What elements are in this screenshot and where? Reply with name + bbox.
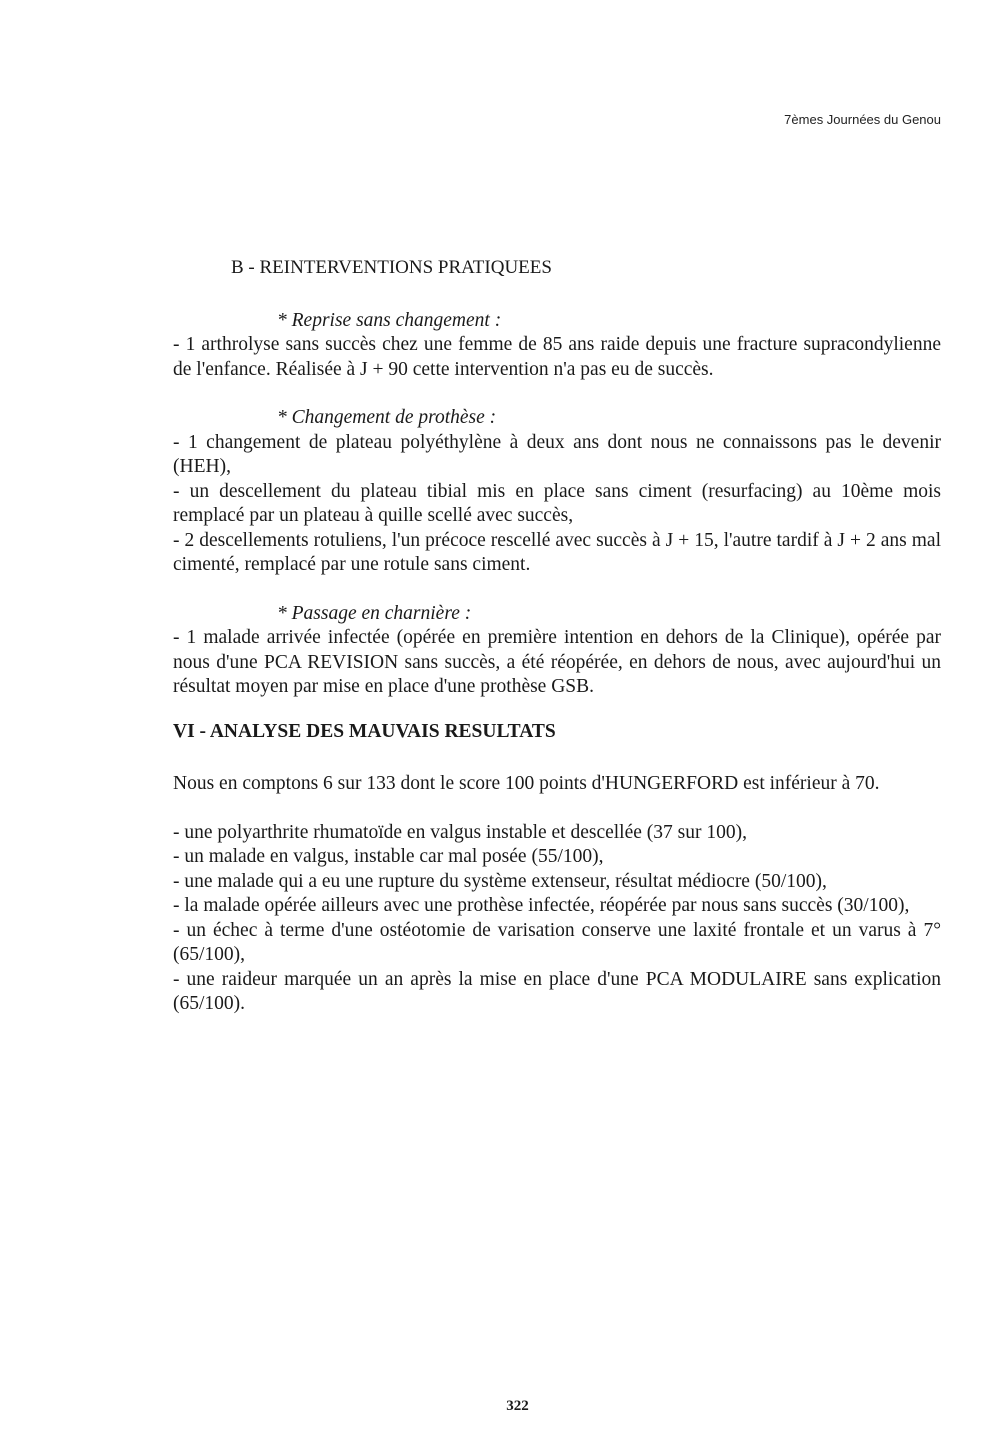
section-heading-reinterventions: B - REINTERVENTIONS PRATIQUEES — [231, 257, 552, 278]
section-heading-analyse: VI - ANALYSE DES MAUVAIS RESULTATS — [173, 720, 556, 742]
subsection-heading: * Passage en charnière : — [277, 602, 472, 624]
list-item: - un malade en valgus, instable car mal posée (55/100), — [173, 846, 604, 867]
page-number: 322 — [506, 1398, 529, 1414]
running-header: 7èmes Journées du Genou — [784, 112, 941, 127]
bad-results-list — [173, 821, 941, 1017]
list-item: - une raideur marquée un an après la mise en place d'une PCA MODULAIRE sans explication (65/100). — [173, 968, 941, 1014]
list-item: - 1 changement de plateau polyéthylène à deux ans dont nous ne connaissons pas le devenir (HEH), — [173, 431, 941, 477]
intro-paragraph: Nous en comptons 6 sur 133 dont le score 100 points d'HUNGERFORD est inférieur à 70. — [173, 773, 880, 794]
subsection-heading: * Changement de prothèse : — [277, 407, 497, 428]
list-item: - 1 malade arrivée infectée (opérée en première intention en dehors de la Clinique), opérée par nous d'une PCA REVISION sans succès, a été réopérée, en dehors de nous, avec aujourd'hui un résultat moyen par mise en place d'une prothèse GSB. — [173, 627, 941, 697]
list-item: - 2 descellements rotuliens, l'un précoce rescellé avec succès à J + 15, l'autre tardif à J + 2 ans mal cimenté, remplacé par une rotule sans ciment. — [173, 529, 941, 575]
page-content — [173, 256, 941, 1017]
list-item: - un descellement du plateau tibial mis en place sans ciment (resurfacing) au 10ème mois remplacé par un plateau à quille scellé avec succès, — [173, 480, 941, 526]
subsection-heading: * Reprise sans changement : — [277, 309, 502, 331]
list-item: - un échec à terme d'une ostéotomie de varisation conserve une laxité frontale et un varus à 7° (65/100), — [173, 919, 941, 965]
subsection-charniere — [173, 602, 941, 700]
list-item: - la malade opérée ailleurs avec une prothèse infectée, réopérée par nous sans succès (30/100), — [173, 895, 910, 916]
subsection-reprise — [173, 309, 941, 383]
list-item: - 1 arthrolyse sans succès chez une femme de 85 ans raide depuis une fracture supracondylienne de l'enfance. Réalisée à J + 90 cette intervention n'a pas eu de succès. — [173, 334, 941, 380]
list-item: - une polyarthrite rhumatoïde en valgus instable et descellée (37 sur 100), — [173, 821, 747, 843]
subsection-changement — [173, 406, 941, 578]
list-item: - une malade qui a eu une rupture du système extenseur, résultat médiocre (50/100), — [173, 870, 827, 892]
